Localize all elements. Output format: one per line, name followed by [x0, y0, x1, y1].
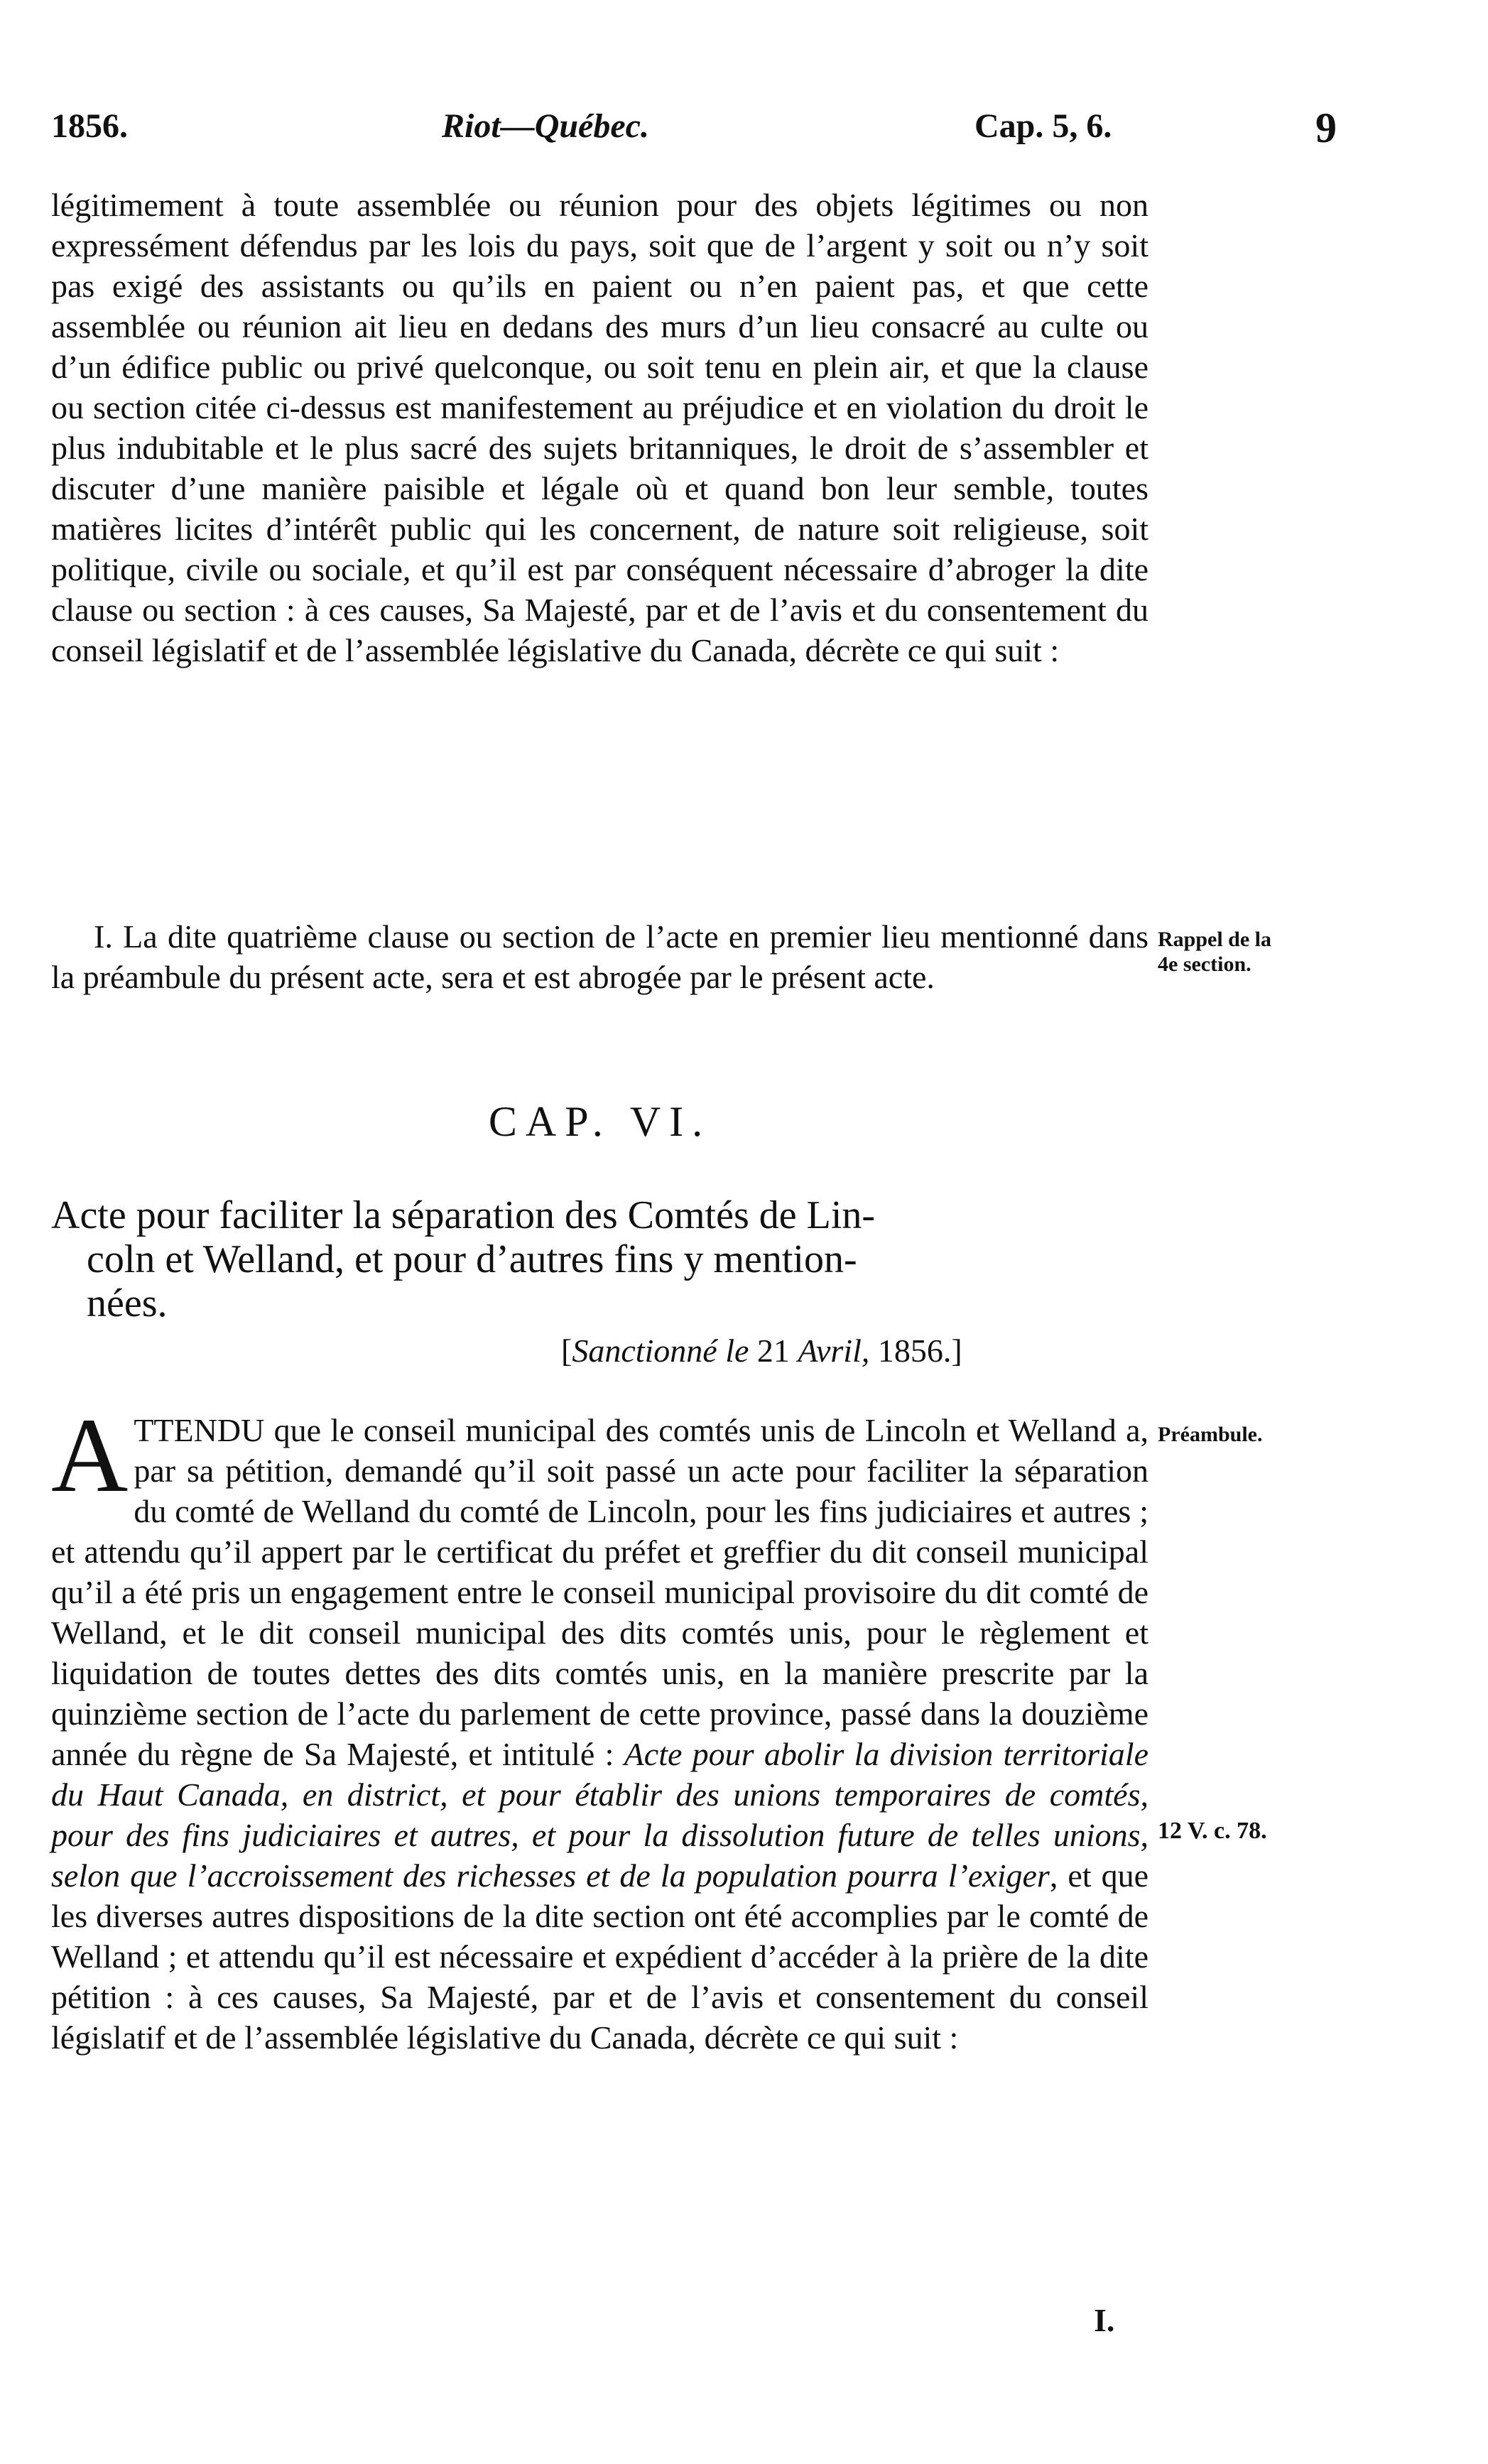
act-title [51, 1193, 1148, 1325]
header-chapter-ref: Cap. 5, 6. [974, 107, 1112, 145]
margin-note-rappel-line1: Rappel de la [1158, 928, 1272, 951]
section-i-paragraph: I. La dite quatrième clause ou section de l’acte en premier lieu mentionné dans la préambule du présent acte, sera et est abrogée par le présent acte. [51, 918, 1148, 995]
cited-act-title: Acte pour abolir la division territoriale du Haut Canada, en district, et pour établir des unions temporaires de comtés, pour des fins judiciaires et autres, et pour la dissolution future de telles unions, selon que l’accroissement des richesses et de la population pourra l’exiger [51, 1736, 1148, 1894]
catchword: I. [1094, 2302, 1115, 2338]
sanction-open-bracket: [ [561, 1333, 572, 1369]
sanction-month: Avril, [798, 1333, 870, 1369]
margin-note-preambule: Préambule. [1158, 1423, 1263, 1446]
header-title: Riot—Québec. [442, 107, 649, 145]
preamble-text-1: TTENDU que le conseil municipal des comtés unis de Lincoln et Welland a, par sa pétition, demandé qu’il soit passé un acte pour faciliter la séparation du comté de Welland du comté de Lincoln, pour les fins judiciaires et autres ; et attendu qu’il appert par le certificat du préfet et greffier du dit conseil municipal qu’il a été pris un engagement entre le conseil municipal provisoire du dit comté de Welland, et le dit conseil municipal des dits comtés unis, pour le règlement et liquidation de toutes dettes des dits comtés unis, en la manière prescrite par la quinzième section de l’acte du parlement de cette province, passé dans la douzième année du règne de Sa Majesté, et intitulé : [51, 1412, 1148, 1772]
running-header [51, 104, 1358, 163]
act-title-line2: coln et Welland, et pour d’autres fins y mention- [87, 1237, 857, 1281]
preamble-text-2: , et que les diverses autres dispositions de la dite section ont été accomplies par le comté de Welland ; et attendu qu’il est nécessaire et expédient d’accéder à la prière de la dite pétition : à ces causes, Sa Majesté, par et de l’avis et consentement du conseil législatif et de l’assemblée législative du Canada, décrète ce qui suit : [51, 1857, 1148, 2056]
drop-cap: A [51, 1396, 129, 1514]
sanction-date [561, 1332, 962, 1369]
preamble-paragraph [51, 1396, 1148, 2058]
preamble-continuation-paragraph: légitimement à toute assemblée ou réunion pour des objets légitimes ou non expressément défendus par les lois du pays, soit que de l’argent y soit ou n’y soit pas exigé des assistants ou qu’ils en paient ou n’en paient pas, et que cette assemblée ou réunion ait lieu en dedans des murs d’un lieu consacré au culte ou d’un édifice public ou privé quelconque, ou soit tenu en plein air, et que la clause ou section citée ci-dessus est manifestement au préjudice et en violation du droit le plus indubitable et le plus sacré des sujets britanniques, le droit de s’assembler et discuter d’une manière paisible et légale où et quand bon leur semble, toutes matières licites d’intérêt public qui les concernent, de nature soit religieuse, soit politique, civile ou sociale, et qu’il est par conséquent nécessaire d’abroger la dite clause ou section : à ces causes, Sa Majesté, par et de l’avis et du consentement du conseil législatif et de l’assemblée législative du Canada, décrète ce qui suit : [51, 187, 1148, 668]
header-year: 1856. [51, 107, 128, 145]
margin-note-statute-ref: 12 V. c. 78. [1158, 1818, 1267, 1844]
act-title-line3: nées. [87, 1281, 168, 1325]
margin-note-rappel-line2: 4e section. [1158, 953, 1251, 976]
margin-note-rappel [1158, 927, 1271, 977]
sanction-day: 21 [749, 1333, 798, 1369]
chapter-heading: CAP. VI. [488, 1098, 712, 1145]
sanction-label: Sanctionné le [572, 1333, 749, 1369]
page-number: 9 [1315, 104, 1337, 151]
act-title-line1: Acte pour faciliter la séparation des Comtés de Lin- [51, 1193, 876, 1237]
sanction-year: 1856.] [869, 1333, 962, 1369]
